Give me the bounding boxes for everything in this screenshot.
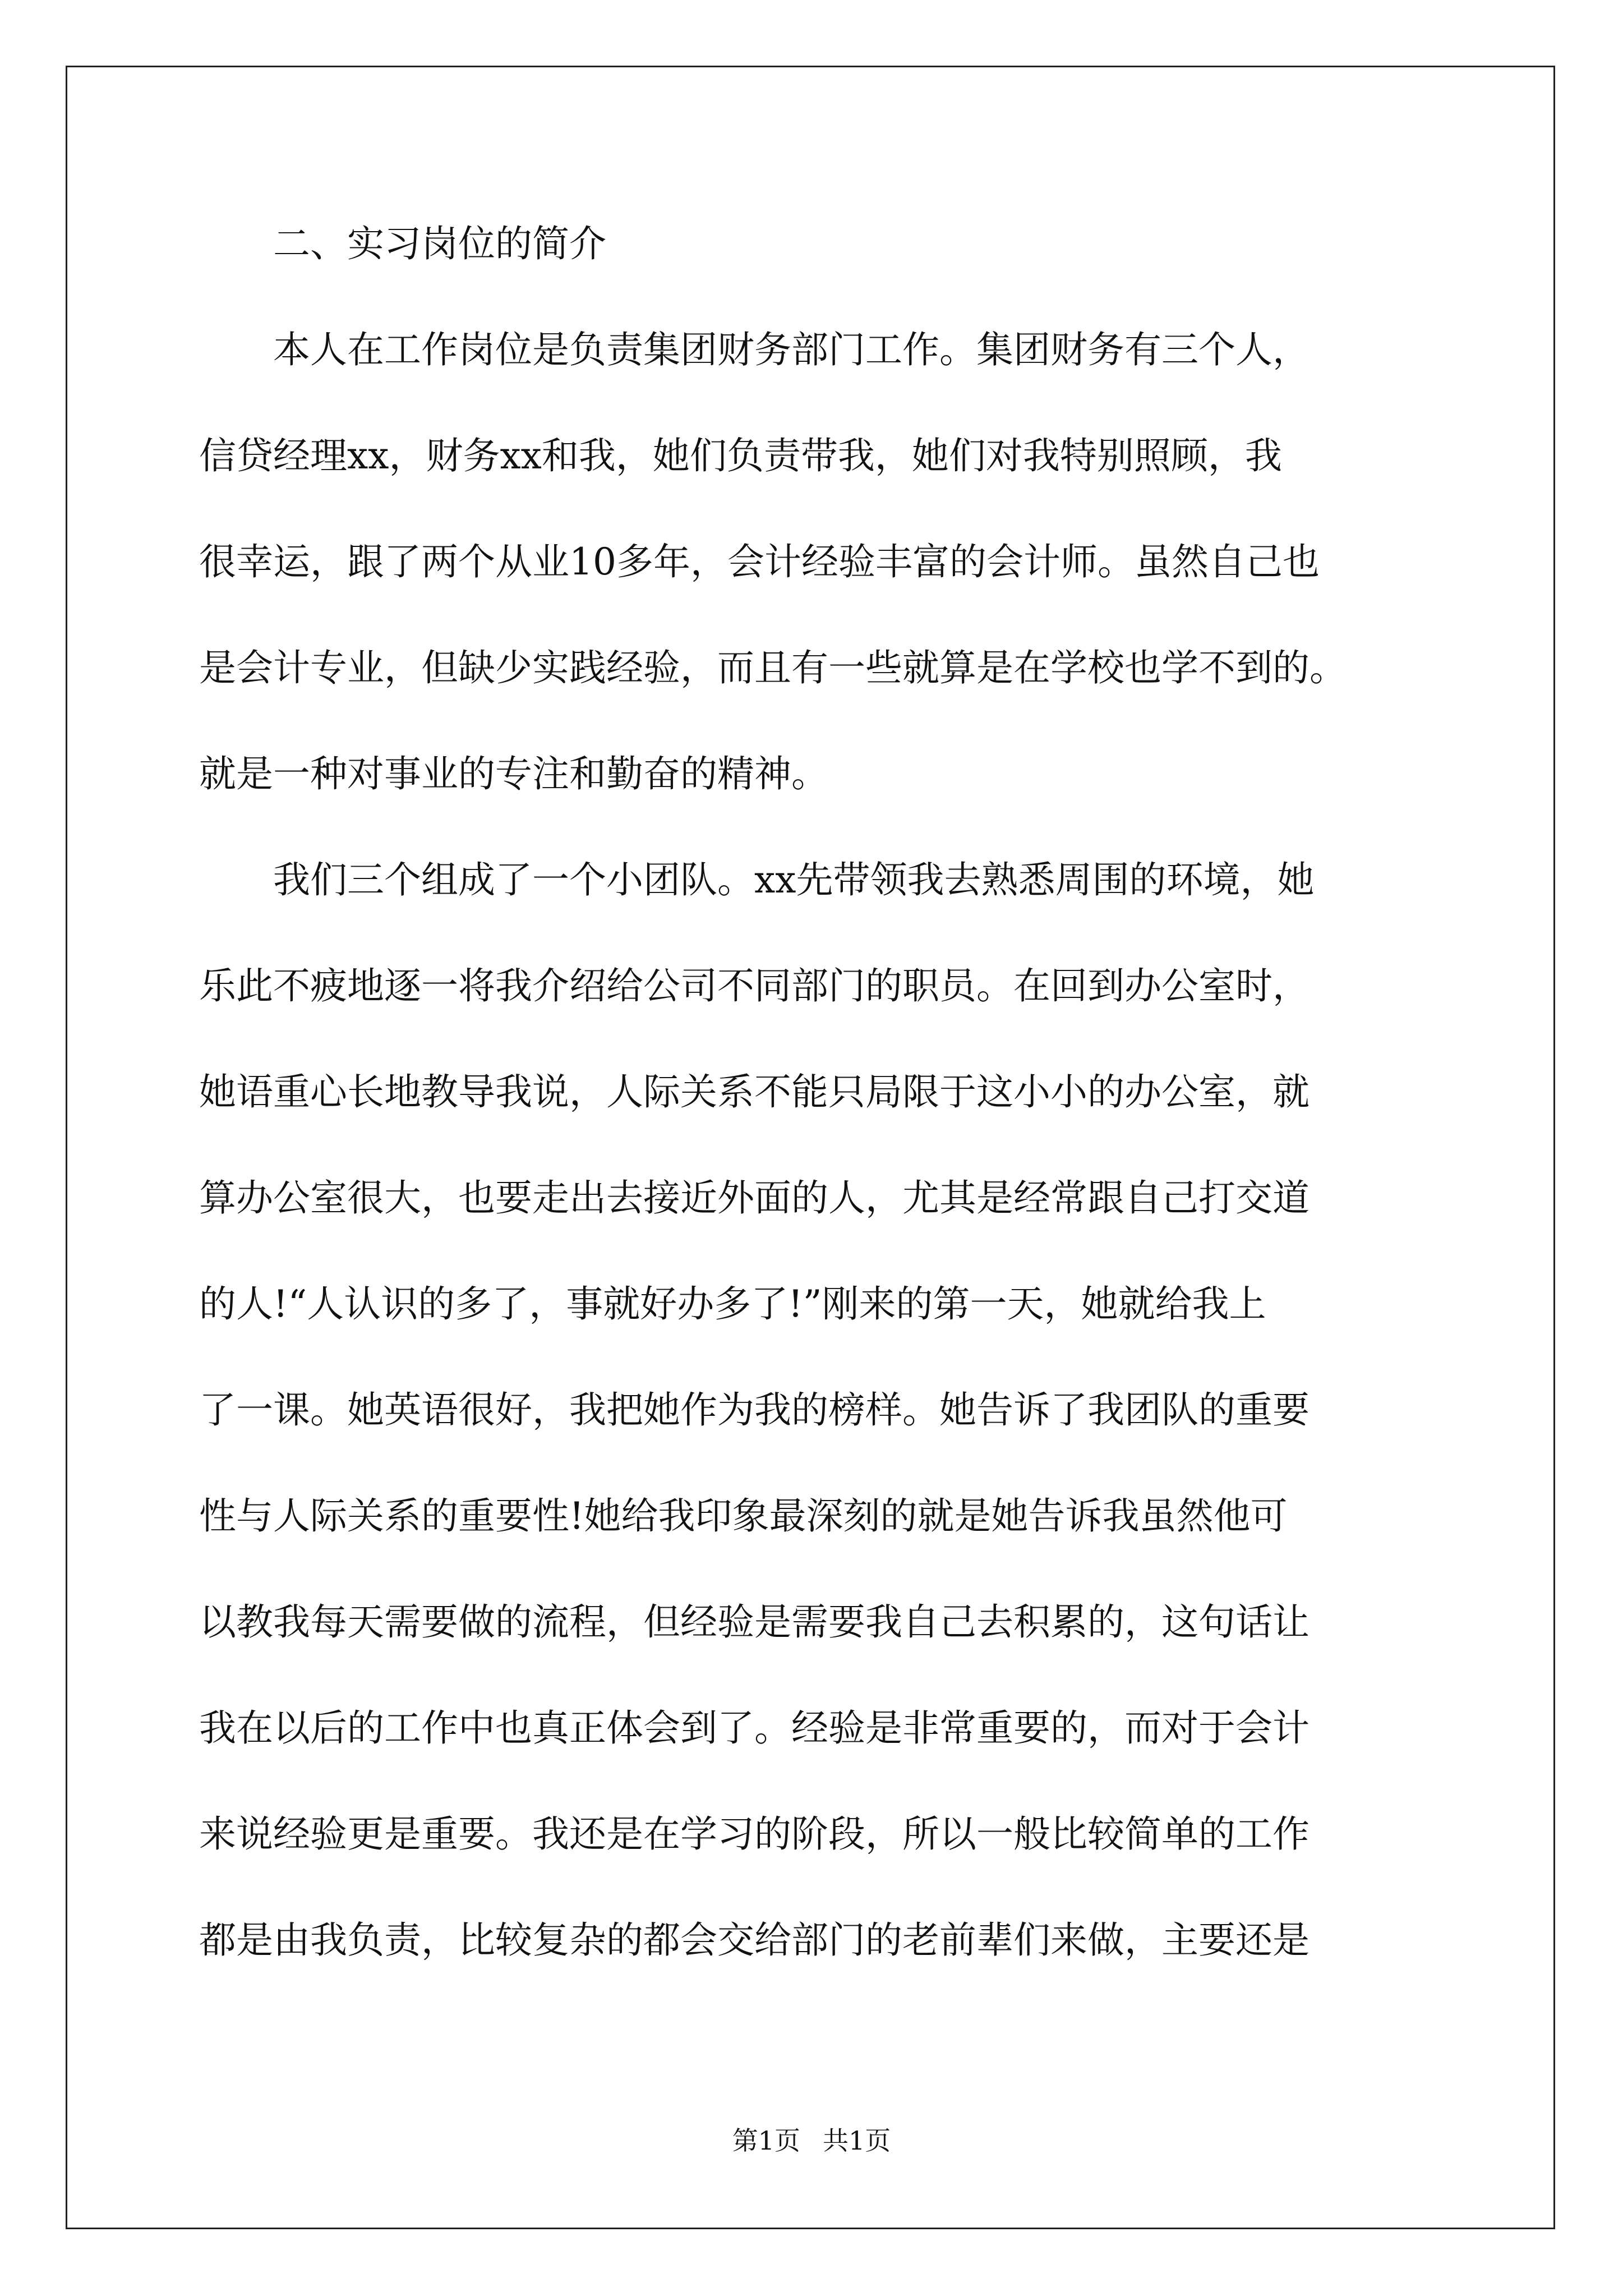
- paragraph-line: 以教我每天需要做的流程，但经验是需要我自己去积累的，这句话让: [199, 1600, 1310, 1644]
- paragraph-line: 很幸运，跟了两个从业10多年，会计经验丰富的会计师。虽然自己也: [199, 540, 1320, 583]
- page-number: 第1页: [732, 2125, 800, 2156]
- paragraph-line: 她语重心长地教导我说，人际关系不能只局限于这小小的办公室，就: [199, 1070, 1310, 1114]
- paragraph-line: 就是一种对事业的专注和勤奋的精神。: [199, 752, 828, 795]
- paragraph-line: 信贷经理xx，财务xx和我，她们负责带我，她们对我特别照顾，我: [199, 434, 1282, 477]
- page-total: 共1页: [823, 2125, 891, 2156]
- paragraph-line: 性与人际关系的重要性!她给我印象最深刻的就是她告诉我虽然他可: [199, 1494, 1288, 1538]
- paragraph-line: 乐此不疲地逐一将我介绍给公司不同部门的职员。在回到办公室时，: [199, 964, 1310, 1007]
- paragraph-line: 是会计专业，但缺少实践经验，而且有一些就算是在学校也学不到的。: [199, 646, 1347, 689]
- paragraph-line: 我们三个组成了一个小团队。xx先带领我去熟悉周围的环境，她: [199, 858, 1315, 901]
- paragraph-line: 的人!“人认识的多了，事就好办多了!”刚来的第一天，她就给我上: [199, 1282, 1266, 1326]
- paragraph-line: 来说经验更是重要。我还是在学习的阶段，所以一般比较简单的工作: [199, 1812, 1310, 1856]
- paragraph-line: 算办公室很大，也要走出去接近外面的人，尤其是经常跟自己打交道: [199, 1176, 1310, 1220]
- paragraph-line: 我在以后的工作中也真正体会到了。经验是非常重要的，而对于会计: [199, 1706, 1310, 1750]
- paragraph-line: 都是由我负责，比较复杂的都会交给部门的老前辈们来做，主要还是: [199, 1918, 1310, 1962]
- paragraph-line: 本人在工作岗位是负责集团财务部门工作。集团财务有三个人，: [199, 328, 1310, 371]
- paragraph-line: 了一课。她英语很好，我把她作为我的榜样。她告诉了我团队的重要: [199, 1388, 1310, 1432]
- page-footer: [0, 2125, 1623, 2156]
- section-heading: 二、实习岗位的简介: [199, 222, 606, 265]
- page-border: [66, 66, 1555, 2229]
